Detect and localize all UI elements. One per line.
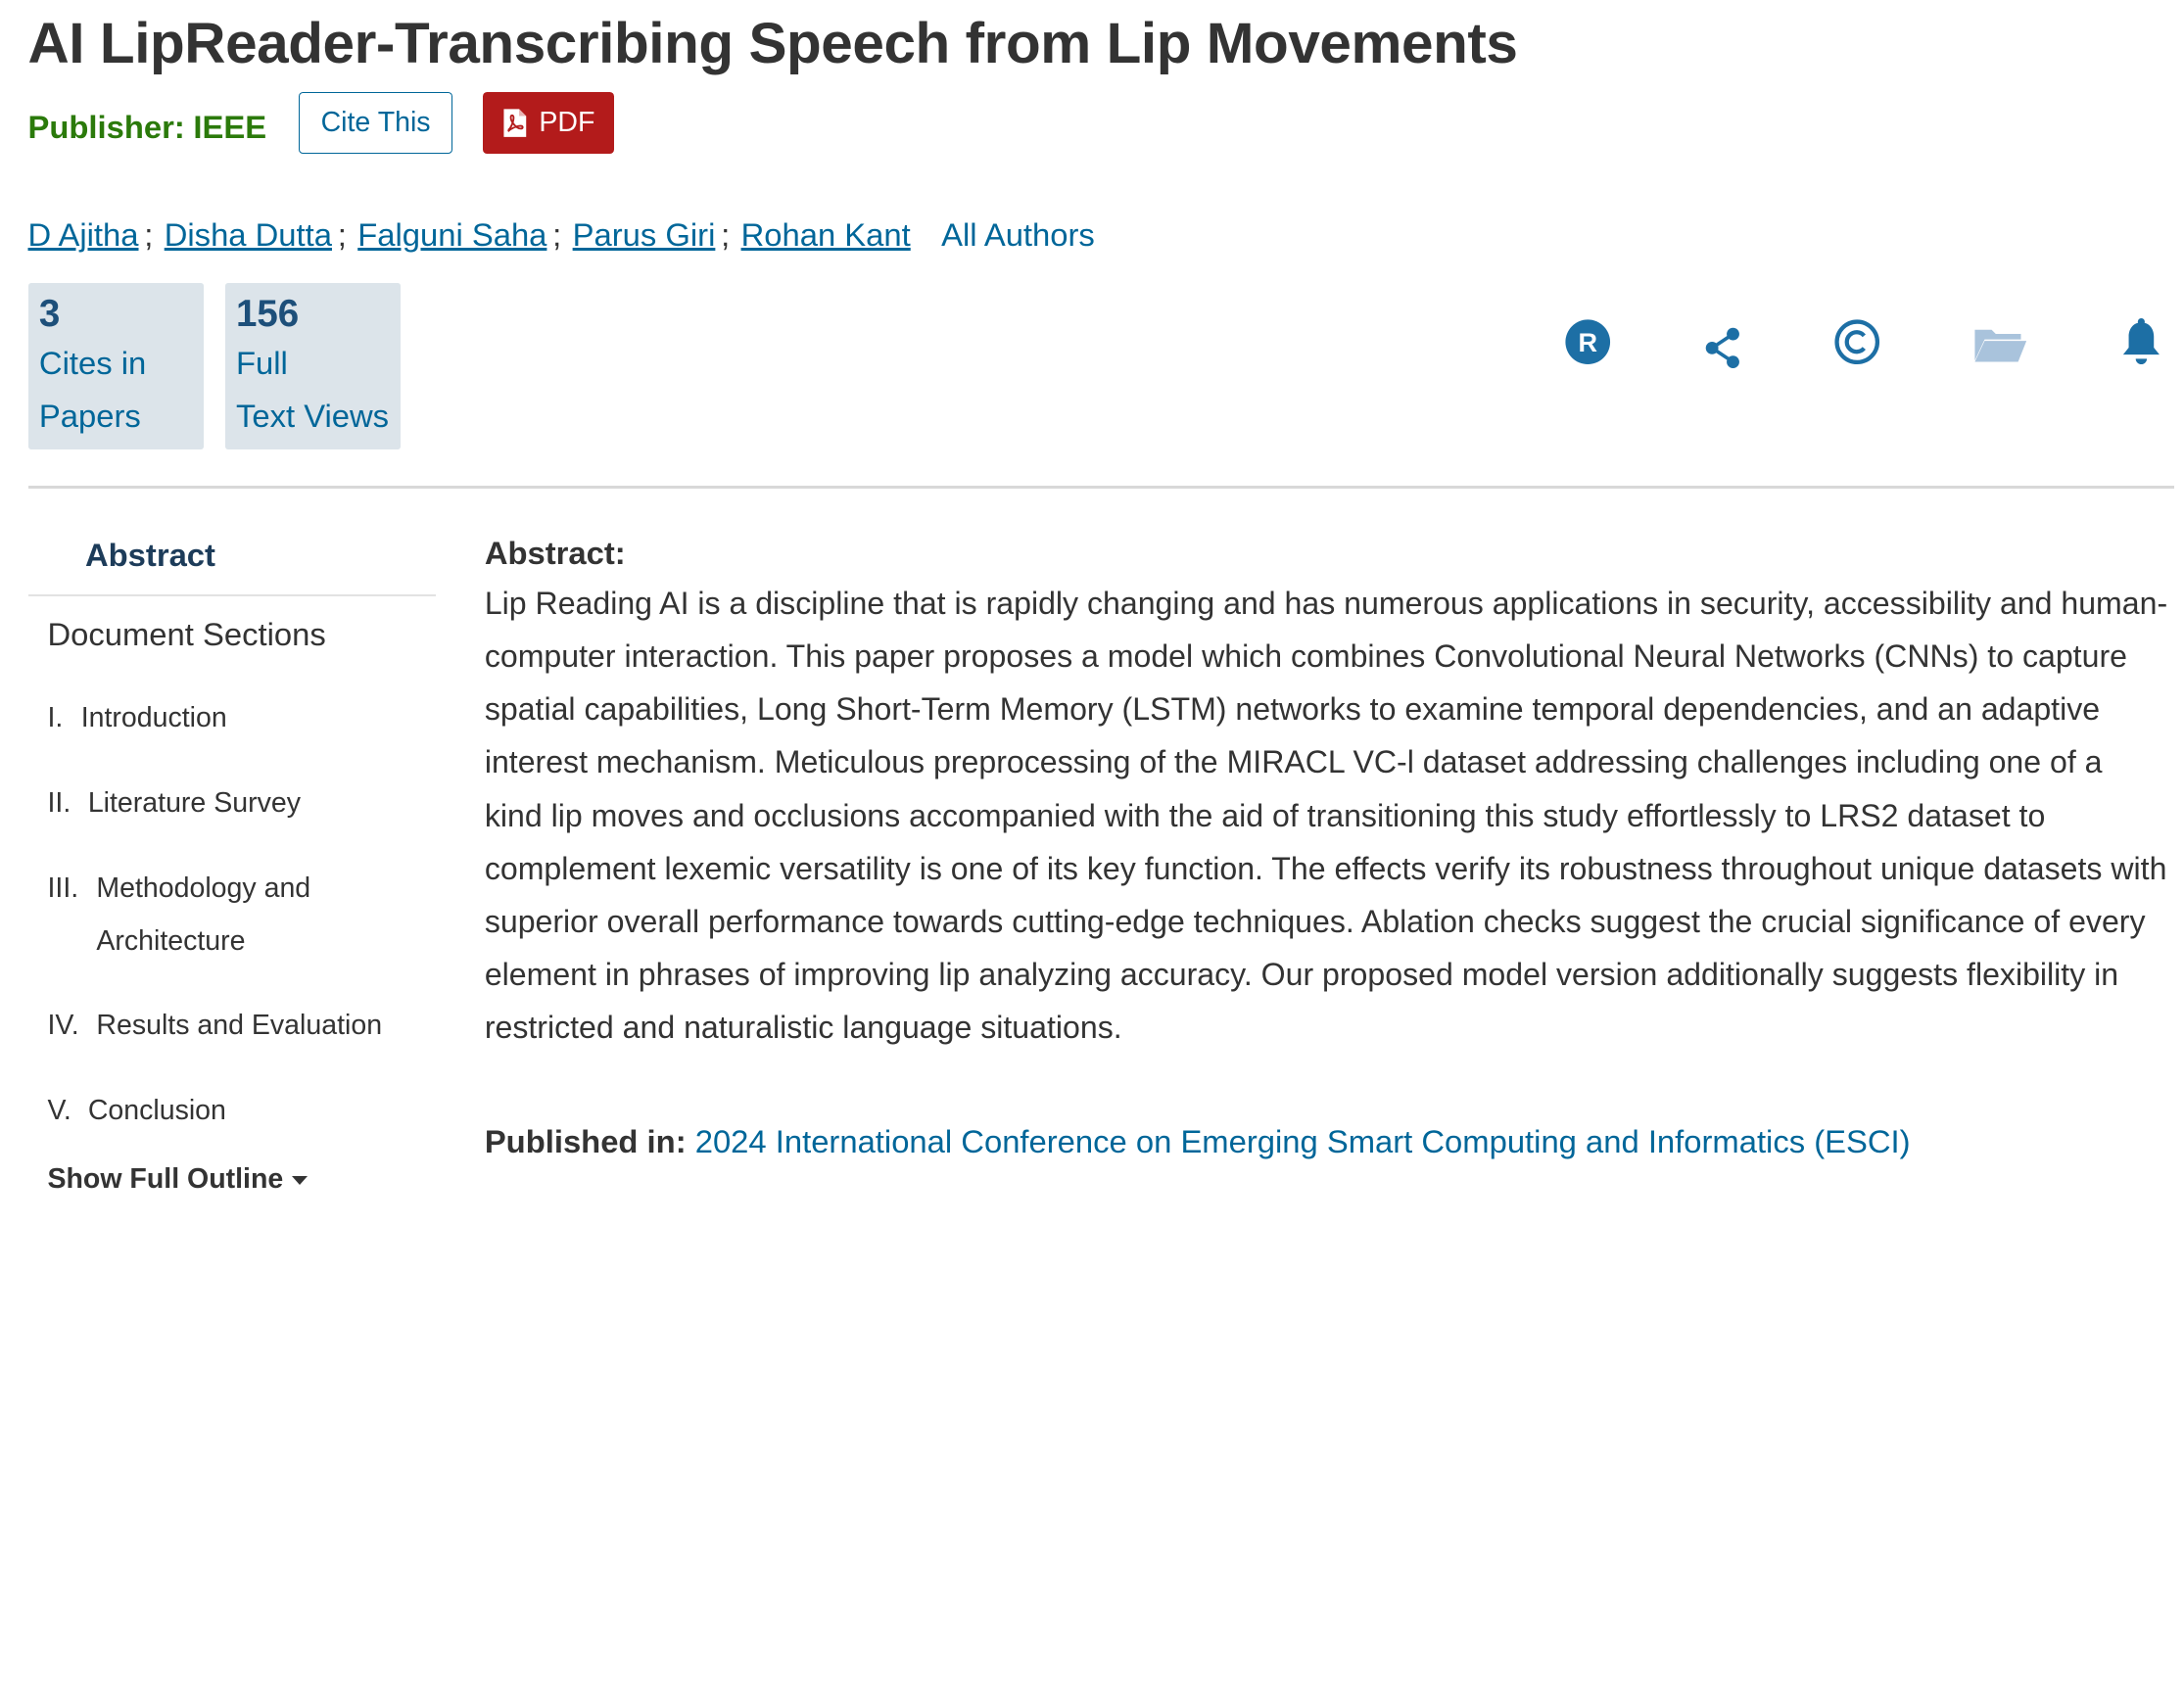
all-authors-link[interactable]: All Authors xyxy=(941,216,1095,254)
author-link[interactable]: Falguni Saha xyxy=(357,216,547,254)
show-full-outline-button[interactable] xyxy=(47,1163,307,1196)
pdf-button[interactable] xyxy=(483,92,614,154)
action-toolbar xyxy=(1550,318,2164,374)
publisher xyxy=(28,109,267,146)
cites-in-papers-metric[interactable] xyxy=(28,283,205,449)
full-text-views-metric[interactable] xyxy=(225,283,402,449)
section-number: III. xyxy=(47,872,79,904)
publisher-name: IEEE xyxy=(193,109,267,146)
metric-label: Papers xyxy=(38,397,141,434)
publisher-label: Publisher: xyxy=(27,109,185,146)
published-in xyxy=(485,1123,1911,1160)
header-divider xyxy=(28,486,2175,489)
pdf-file-icon xyxy=(502,108,528,138)
share-icon[interactable] xyxy=(1705,327,1741,369)
metric-label: Cites in xyxy=(38,344,147,381)
section-number: II. xyxy=(47,786,71,819)
svg-text:R: R xyxy=(1578,327,1598,358)
sidebar-item-abstract[interactable]: Abstract xyxy=(84,536,215,573)
section-number: I. xyxy=(47,701,64,733)
section-label: Conclusion xyxy=(87,1094,226,1126)
conference-link[interactable]: 2024 International Conference on Emerging Smart Computing and Informatics (ESCI) xyxy=(694,1122,1911,1159)
published-in-label: Published in: xyxy=(484,1122,687,1159)
page-title: AI LipReader-Transcribing Speech from Lip Movements xyxy=(27,12,1518,76)
sidebar-divider xyxy=(28,594,436,595)
author-link[interactable]: Disha Dutta xyxy=(164,216,332,254)
copyright-icon[interactable] xyxy=(1833,318,1880,365)
sidebar-item-results[interactable] xyxy=(47,999,382,1052)
show-full-outline-label: Show Full Outline xyxy=(47,1162,284,1195)
metric-value: 3 xyxy=(38,293,61,336)
section-label: Literature Survey xyxy=(87,786,301,819)
sidebar-heading: Document Sections xyxy=(47,615,326,652)
section-number: IV. xyxy=(47,1009,79,1041)
sidebar-item-introduction[interactable] xyxy=(47,691,226,744)
metric-value: 156 xyxy=(235,293,300,336)
cite-this-button[interactable]: Cite This xyxy=(299,92,452,154)
folder-icon[interactable] xyxy=(1973,324,2026,366)
metric-label: Full xyxy=(235,344,288,381)
section-label: Methodology and Architecture xyxy=(96,872,311,958)
section-label: Introduction xyxy=(80,701,227,733)
rights-icon[interactable] xyxy=(1564,318,1611,365)
bell-icon[interactable] xyxy=(2120,318,2162,368)
sidebar-item-conclusion[interactable] xyxy=(47,1084,225,1137)
sidebar-item-methodology[interactable] xyxy=(47,862,348,967)
pdf-button-label: PDF xyxy=(539,106,595,138)
abstract-section xyxy=(485,531,2167,1055)
author-link[interactable]: Rohan Kant xyxy=(740,216,911,254)
metric-label: Text Views xyxy=(235,397,390,434)
author-link[interactable]: D Ajitha xyxy=(27,216,139,254)
author-list: D Ajitha ; Disha Dutta ; Falguni Saha ; Parus Giri ; Rohan Kant All Authors xyxy=(27,216,1095,254)
section-number: V. xyxy=(47,1094,71,1126)
author-link[interactable]: Parus Giri xyxy=(572,216,716,254)
abstract-heading: Abstract: xyxy=(484,534,626,571)
caret-down-icon xyxy=(292,1176,308,1185)
abstract-text: Lip Reading AI is a discipline that is rapidly changing and has numerous applications in security, accessibility and human-computer interaction. This paper proposes a model which combines Convolutional Neural Networks (CNNs) to capture spatial capabilities, Long Short-Term Memory (LSTM) networks to examine temporal dependencies, and an adaptive interest mechanism. Meticulous preprocessing of the MIRACL VC-l dataset addressing challenges including one of a kind lip moves and occlusions accompanied with the aid of transitioning this study effortlessly to LRS2 dataset to complement lexemic versatility is one of its key function. The effects verify its robustness throughout unique datasets with superior overall performance towards cutting-edge techniques. Ablation checks suggest the crucial significance of every element in phrases of improving lip analyzing accuracy. Our proposed model version additionally suggests flexibility in restricted and naturalistic language situations. xyxy=(484,585,2168,1046)
section-label: Results and Evaluation xyxy=(96,1009,383,1041)
sidebar-item-literature-survey[interactable] xyxy=(47,777,300,829)
